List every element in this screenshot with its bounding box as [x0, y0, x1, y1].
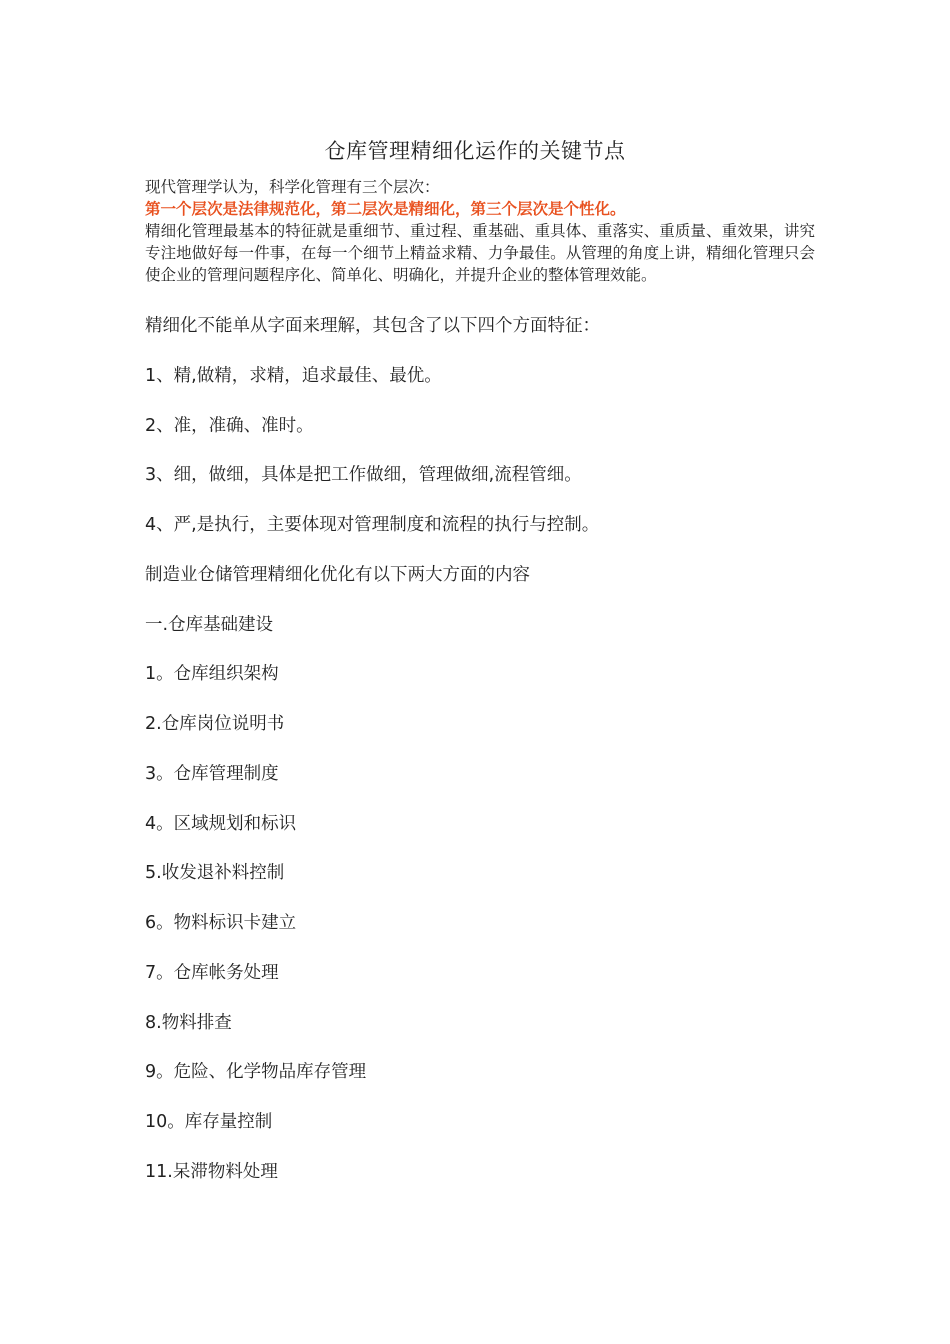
- list-item: 11.呆滞物料处理: [145, 1161, 278, 1182]
- intro-block: [145, 176, 815, 286]
- section-intro: 制造业仓储管理精细化优化有以下两大方面的内容: [145, 564, 530, 585]
- list-item: 5.收发退补料控制: [145, 863, 285, 884]
- features-intro: 精细化不能单从字面来理解，其包含了以下四个方面特征：: [145, 316, 600, 336]
- list-item: 8.物料排查: [145, 1012, 232, 1033]
- section-heading: 一.仓库基础建设: [145, 614, 274, 635]
- feature-item: 1、精,做精，求精，追求最佳、最优。: [145, 365, 442, 386]
- intro-paragraph: 精细化管理最基本的特征就是重细节、重过程、重基础、重具体、重落实、重质量、重效果，讲究专注地做好每一件事，在每一个细节上精益求精、力争最佳。从管理的角度上讲，精细化管理只会使企业的管理问题程序化、简单化、明确化，并提升企业的整体管理效能。: [145, 222, 815, 284]
- list-item: 9。危险、化学物品库存管理: [145, 1062, 367, 1083]
- content-lines: [145, 310, 815, 1206]
- feature-item: 4、严,是执行，主要体现对管理制度和流程的执行与控制。: [145, 515, 600, 535]
- highlight-line: 第一个层次是法律规范化，第二层次是精细化，第三个层次是个性化。: [145, 200, 626, 218]
- list-item: 1。仓库组织架构: [145, 664, 279, 685]
- list-item: 6。物料标识卡建立: [145, 913, 297, 933]
- list-item: 7。仓库帐务处理: [145, 962, 279, 983]
- list-item: 10。库存量控制: [145, 1112, 273, 1132]
- feature-item: 3、细，做细，具体是把工作做细，管理做细,流程管细。: [145, 465, 582, 486]
- list-item: 3。仓库管理制度: [145, 763, 279, 784]
- document-title: 仓库管理精细化运作的关键节点: [324, 139, 626, 163]
- intro-line: 现代管理学认为，科学化管理有三个层次：: [145, 178, 440, 196]
- list-item: 4。区域规划和标识: [145, 813, 297, 834]
- list-item: 2.仓库岗位说明书: [145, 714, 285, 734]
- feature-item: 2、准，准确、准时。: [145, 415, 314, 436]
